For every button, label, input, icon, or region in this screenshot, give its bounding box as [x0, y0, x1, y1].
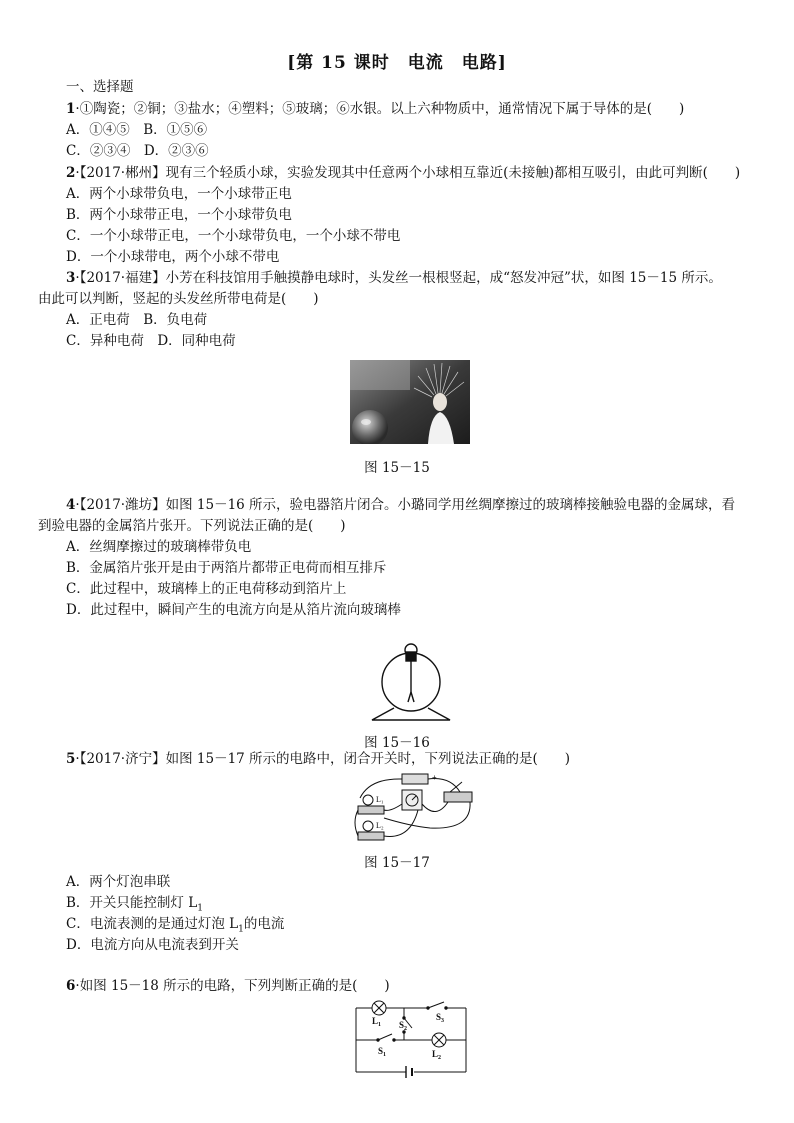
s1-label: $S_1$ — [378, 1046, 387, 1058]
question-number: 2 — [66, 165, 76, 181]
l1-label: $L_1$ — [372, 1016, 382, 1028]
question-3-stem-line2: 由此可以判断，竖起的头发丝所带电荷是( ) — [38, 291, 319, 307]
question-3-options-ab: A．正电荷 B．负电荷 — [66, 312, 208, 328]
question-6-stem — [66, 977, 390, 995]
l2-label: $L_2$ — [432, 1049, 442, 1061]
question-number: 4 — [66, 497, 76, 513]
question-2-option-c: C．一个小球带正电，一个小球带负电，一个小球不带电 — [66, 228, 401, 244]
static-electricity-photo — [350, 360, 470, 444]
question-1-options-ab: A．①④⑤ B．①⑤⑥ — [66, 122, 208, 138]
s3-label: $S_3$ — [436, 1012, 445, 1024]
s2-label: $S_2$ — [399, 1020, 408, 1032]
circuit-18-diagram — [352, 996, 470, 1080]
question-text: ·【2017·福建】小芳在科技馆用手触摸静电球时，头发丝一根根竖起，成“怒发冲冠”状，如图 15－15 所示。 — [75, 270, 722, 286]
question-text: ·①陶瓷；②铜；③盐水；④塑料；⑤玻璃；⑥水银。以上六种物质中，通常情况下属于导体的是( ) — [75, 101, 685, 117]
electroscope-diagram — [368, 640, 454, 724]
question-text: ·【2017·济宁】如图 15－17 所示的电路中，闭合开关时，下列说法正确的是( ) — [75, 751, 571, 767]
section-heading: 一、选择题 — [66, 79, 134, 95]
question-3-stem-line1 — [66, 269, 722, 287]
plus-label: + — [432, 773, 437, 782]
figure-15-16-caption: 图 15－16 — [364, 735, 430, 751]
question-5-option-b: B．开关只能控制灯 $L_1$ — [66, 895, 203, 914]
question-5-stem — [66, 750, 570, 768]
figure-15-17-caption: 图 15－17 — [364, 855, 430, 871]
question-number: 1 — [66, 101, 76, 117]
page-title: [第 15 课时 电流 电路] — [287, 53, 507, 73]
question-5-option-a: A．两个灯泡串联 — [66, 874, 171, 890]
figure-15-15-caption: 图 15－15 — [364, 460, 430, 476]
question-2-stem — [66, 164, 740, 182]
question-number: 6 — [66, 978, 76, 994]
question-text: ·如图 15－18 所示的电路，下列判断正确的是( ) — [75, 978, 390, 994]
question-number: 5 — [66, 751, 76, 767]
question-2-option-a: A．两个小球带负电，一个小球带正电 — [66, 186, 292, 202]
question-4-stem-line2: 到验电器的金属箔片张开。下列说法正确的是( ) — [38, 518, 346, 534]
question-2-option-d: D．一个小球带电，两个小球不带电 — [66, 249, 280, 265]
question-number: 3 — [66, 270, 76, 286]
question-text: ·【2017·潍坊】如图 15－16 所示，验电器箔片闭合。小璐同学用丝绸摩擦过的玻璃棒接触验电器的金属球，看 — [75, 497, 736, 513]
circuit-17-diagram — [350, 770, 476, 846]
l1-label: L₁ — [376, 795, 384, 804]
question-3-options-cd: C．异种电荷 D．同种电荷 — [66, 333, 236, 349]
l2-label: L₂ — [376, 821, 384, 830]
question-4-stem-line1 — [66, 496, 735, 514]
question-1-stem — [66, 100, 684, 118]
question-2-option-b: B．两个小球带正电，一个小球带负电 — [66, 207, 292, 223]
question-5-option-d: D．电流方向从电流表到开关 — [66, 937, 239, 953]
question-1-options-cd: C．②③④ D．②③⑥ — [66, 143, 209, 159]
question-4-option-a: A．丝绸摩擦过的玻璃棒带负电 — [66, 539, 252, 555]
question-4-option-c: C．此过程中，玻璃棒上的正电荷移动到箔片上 — [66, 581, 347, 597]
question-4-option-b: B．金属箔片张开是由于两箔片都带正电荷而相互排斥 — [66, 560, 387, 576]
question-5-option-c: C．电流表测的是通过灯泡 $L_1$的电流 — [66, 916, 285, 935]
question-text: ·【2017·郴州】现有三个轻质小球，实验发现其中任意两个小球相互靠近(未接触)都相互吸引，由此可判断( ) — [75, 165, 741, 181]
question-4-option-d: D．此过程中，瞬间产生的电流方向是从箔片流向玻璃棒 — [66, 602, 401, 618]
